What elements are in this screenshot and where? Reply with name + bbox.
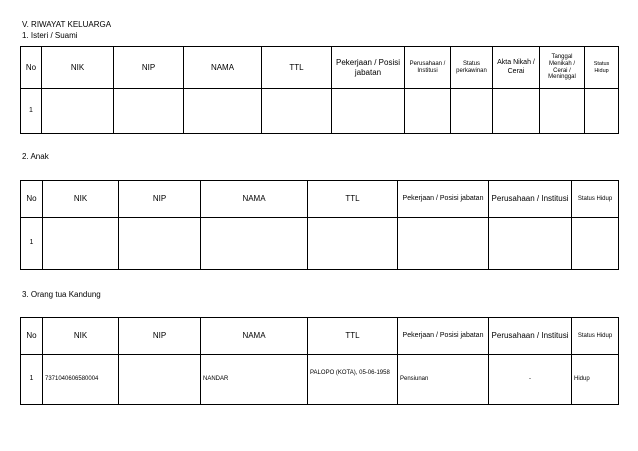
table-row (21, 218, 619, 270)
cell-nip (114, 89, 184, 134)
header-no: No (21, 181, 43, 218)
children-heading: 2. Anak (22, 152, 49, 161)
header-no: No (21, 47, 42, 89)
cell-tanggal (540, 89, 585, 134)
cell-nip (119, 218, 201, 270)
header-nip: NIP (119, 181, 201, 218)
table-row (21, 355, 619, 405)
cell-nama (184, 89, 262, 134)
cell-no: 1 (21, 218, 43, 270)
cell-ttl (262, 89, 332, 134)
header-ttl: TTL (308, 181, 398, 218)
header-nama: NAMA (201, 181, 308, 218)
header-status-hidup: Status Hidup (585, 47, 619, 89)
cell-ttl: PALOPO (KOTA), 05-06-1958 (308, 355, 398, 405)
cell-nama: NANDAR (201, 355, 308, 405)
header-no: No (21, 318, 43, 355)
parents-table (20, 317, 619, 405)
cell-no: 1 (21, 355, 43, 405)
spouse-heading: 1. Isteri / Suami (22, 31, 78, 40)
spouse-table (20, 46, 619, 134)
section-title: V. RIWAYAT KELUARGA (22, 20, 112, 29)
header-nama: NAMA (201, 318, 308, 355)
header-nik: NIK (42, 47, 114, 89)
header-pekerjaan: Pekerjaan / Posisi jabatan (398, 318, 489, 355)
cell-pekerjaan: Pensiunan (398, 355, 489, 405)
cell-nip (119, 355, 201, 405)
cell-status-hidup (585, 89, 619, 134)
cell-nama (201, 218, 308, 270)
header-nip: NIP (114, 47, 184, 89)
parents-heading: 3. Orang tua Kandung (22, 290, 101, 299)
cell-nik: 7371040606580004 (43, 355, 119, 405)
cell-pekerjaan (398, 218, 489, 270)
header-status-perkawinan: Status perkawinan (451, 47, 493, 89)
cell-nik (43, 218, 119, 270)
table-header-row (21, 318, 619, 355)
cell-ttl (308, 218, 398, 270)
header-ttl: TTL (308, 318, 398, 355)
cell-nik (42, 89, 114, 134)
table-header-row (21, 47, 619, 89)
table-header-row (21, 181, 619, 218)
cell-perusahaan (405, 89, 451, 134)
header-pekerjaan: Pekerjaan / Posisi jabatan (332, 47, 405, 89)
header-akta: Akta Nikah / Cerai (493, 47, 540, 89)
header-perusahaan: Perusahaan / Institusi (489, 181, 572, 218)
header-pekerjaan: Pekerjaan / Posisi jabatan (398, 181, 489, 218)
header-perusahaan: Perusahaan / Institusi (489, 318, 572, 355)
header-tanggal: Tanggal Menikah / Cerai / Meninggal (540, 47, 585, 89)
children-table (20, 180, 619, 270)
header-nip: NIP (119, 318, 201, 355)
header-ttl: TTL (262, 47, 332, 89)
cell-no: 1 (21, 89, 42, 134)
header-status-hidup: Status Hidup (572, 181, 619, 218)
header-nama: NAMA (184, 47, 262, 89)
cell-perusahaan (489, 218, 572, 270)
header-status-hidup: Status Hidup (572, 318, 619, 355)
cell-status-hidup (572, 218, 619, 270)
cell-status-perkawinan (451, 89, 493, 134)
header-nik: NIK (43, 181, 119, 218)
table-row (21, 89, 619, 134)
header-nik: NIK (43, 318, 119, 355)
cell-status-hidup: Hidup (572, 355, 619, 405)
cell-akta (493, 89, 540, 134)
cell-perusahaan: - (489, 355, 572, 405)
cell-pekerjaan (332, 89, 405, 134)
header-perusahaan: Perusahaan / Institusi (405, 47, 451, 89)
